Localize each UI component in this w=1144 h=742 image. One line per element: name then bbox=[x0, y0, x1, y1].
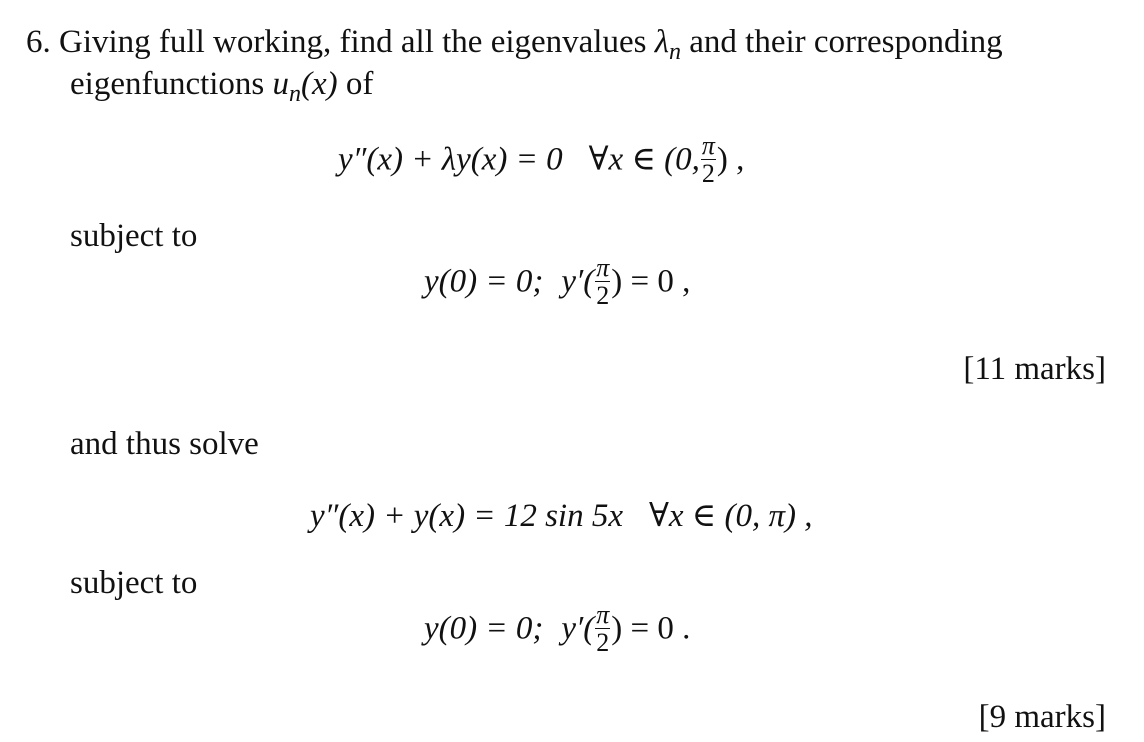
u-subscript: n bbox=[289, 81, 302, 107]
lambda-subscript: n bbox=[669, 39, 682, 65]
equation-2 bbox=[310, 500, 813, 533]
bc-2-second-prefix: y′( bbox=[561, 610, 595, 647]
eigenfunctions-text: eigenfunctions bbox=[70, 66, 265, 102]
equation-1-domain-suffix: ) , bbox=[716, 141, 745, 178]
equation-1-domain-prefix: ∀x ∈ (0, bbox=[588, 141, 700, 178]
bc-1-second-prefix: y′( bbox=[561, 263, 595, 300]
bc-2-second-suffix: ) = 0 . bbox=[611, 610, 691, 647]
equation-2-domain: ∀x ∈ (0, π) , bbox=[648, 498, 813, 534]
boundary-conditions-1 bbox=[424, 253, 691, 312]
boundary-conditions-2 bbox=[424, 600, 691, 659]
fraction-denominator: 2 bbox=[596, 281, 610, 311]
pi-over-2-fraction bbox=[595, 601, 610, 657]
lambda-symbol: λ bbox=[654, 24, 670, 60]
fraction-numerator: π bbox=[701, 131, 715, 160]
question-line-1 bbox=[26, 24, 1003, 65]
pi-over-2-fraction bbox=[701, 132, 716, 188]
question-intro-tail: and their corresponding bbox=[689, 24, 1003, 60]
marks-label-2: [9 marks] bbox=[978, 699, 1106, 735]
subject-to-label-2: subject to bbox=[70, 565, 198, 601]
fraction-denominator: 2 bbox=[701, 159, 715, 189]
fraction-numerator: π bbox=[596, 600, 610, 629]
bc-1-first: y(0) = 0; bbox=[424, 263, 544, 300]
of-text: of bbox=[345, 66, 374, 102]
fraction-numerator: π bbox=[596, 253, 610, 282]
equation-2-lhs: y″(x) + y(x) = 12 sin 5x bbox=[310, 498, 623, 534]
question-number: 6. bbox=[26, 24, 51, 60]
pi-over-2-fraction bbox=[595, 254, 610, 310]
bc-1-second-suffix: ) = 0 , bbox=[611, 263, 691, 300]
u-argument: (x) bbox=[301, 66, 338, 102]
equation-1-lhs: y″(x) + λy(x) = 0 bbox=[338, 141, 563, 178]
bc-2-first: y(0) = 0; bbox=[424, 610, 544, 647]
fraction-denominator: 2 bbox=[596, 628, 610, 658]
and-thus-solve-label: and thus solve bbox=[70, 426, 259, 462]
question-line-2 bbox=[70, 66, 374, 107]
question-intro: Giving full working, find all the eigenvalues bbox=[59, 24, 647, 60]
u-symbol: u bbox=[272, 66, 290, 102]
marks-label-1: [11 marks] bbox=[963, 351, 1106, 387]
subject-to-label-1: subject to bbox=[70, 218, 198, 254]
equation-1 bbox=[338, 131, 745, 190]
